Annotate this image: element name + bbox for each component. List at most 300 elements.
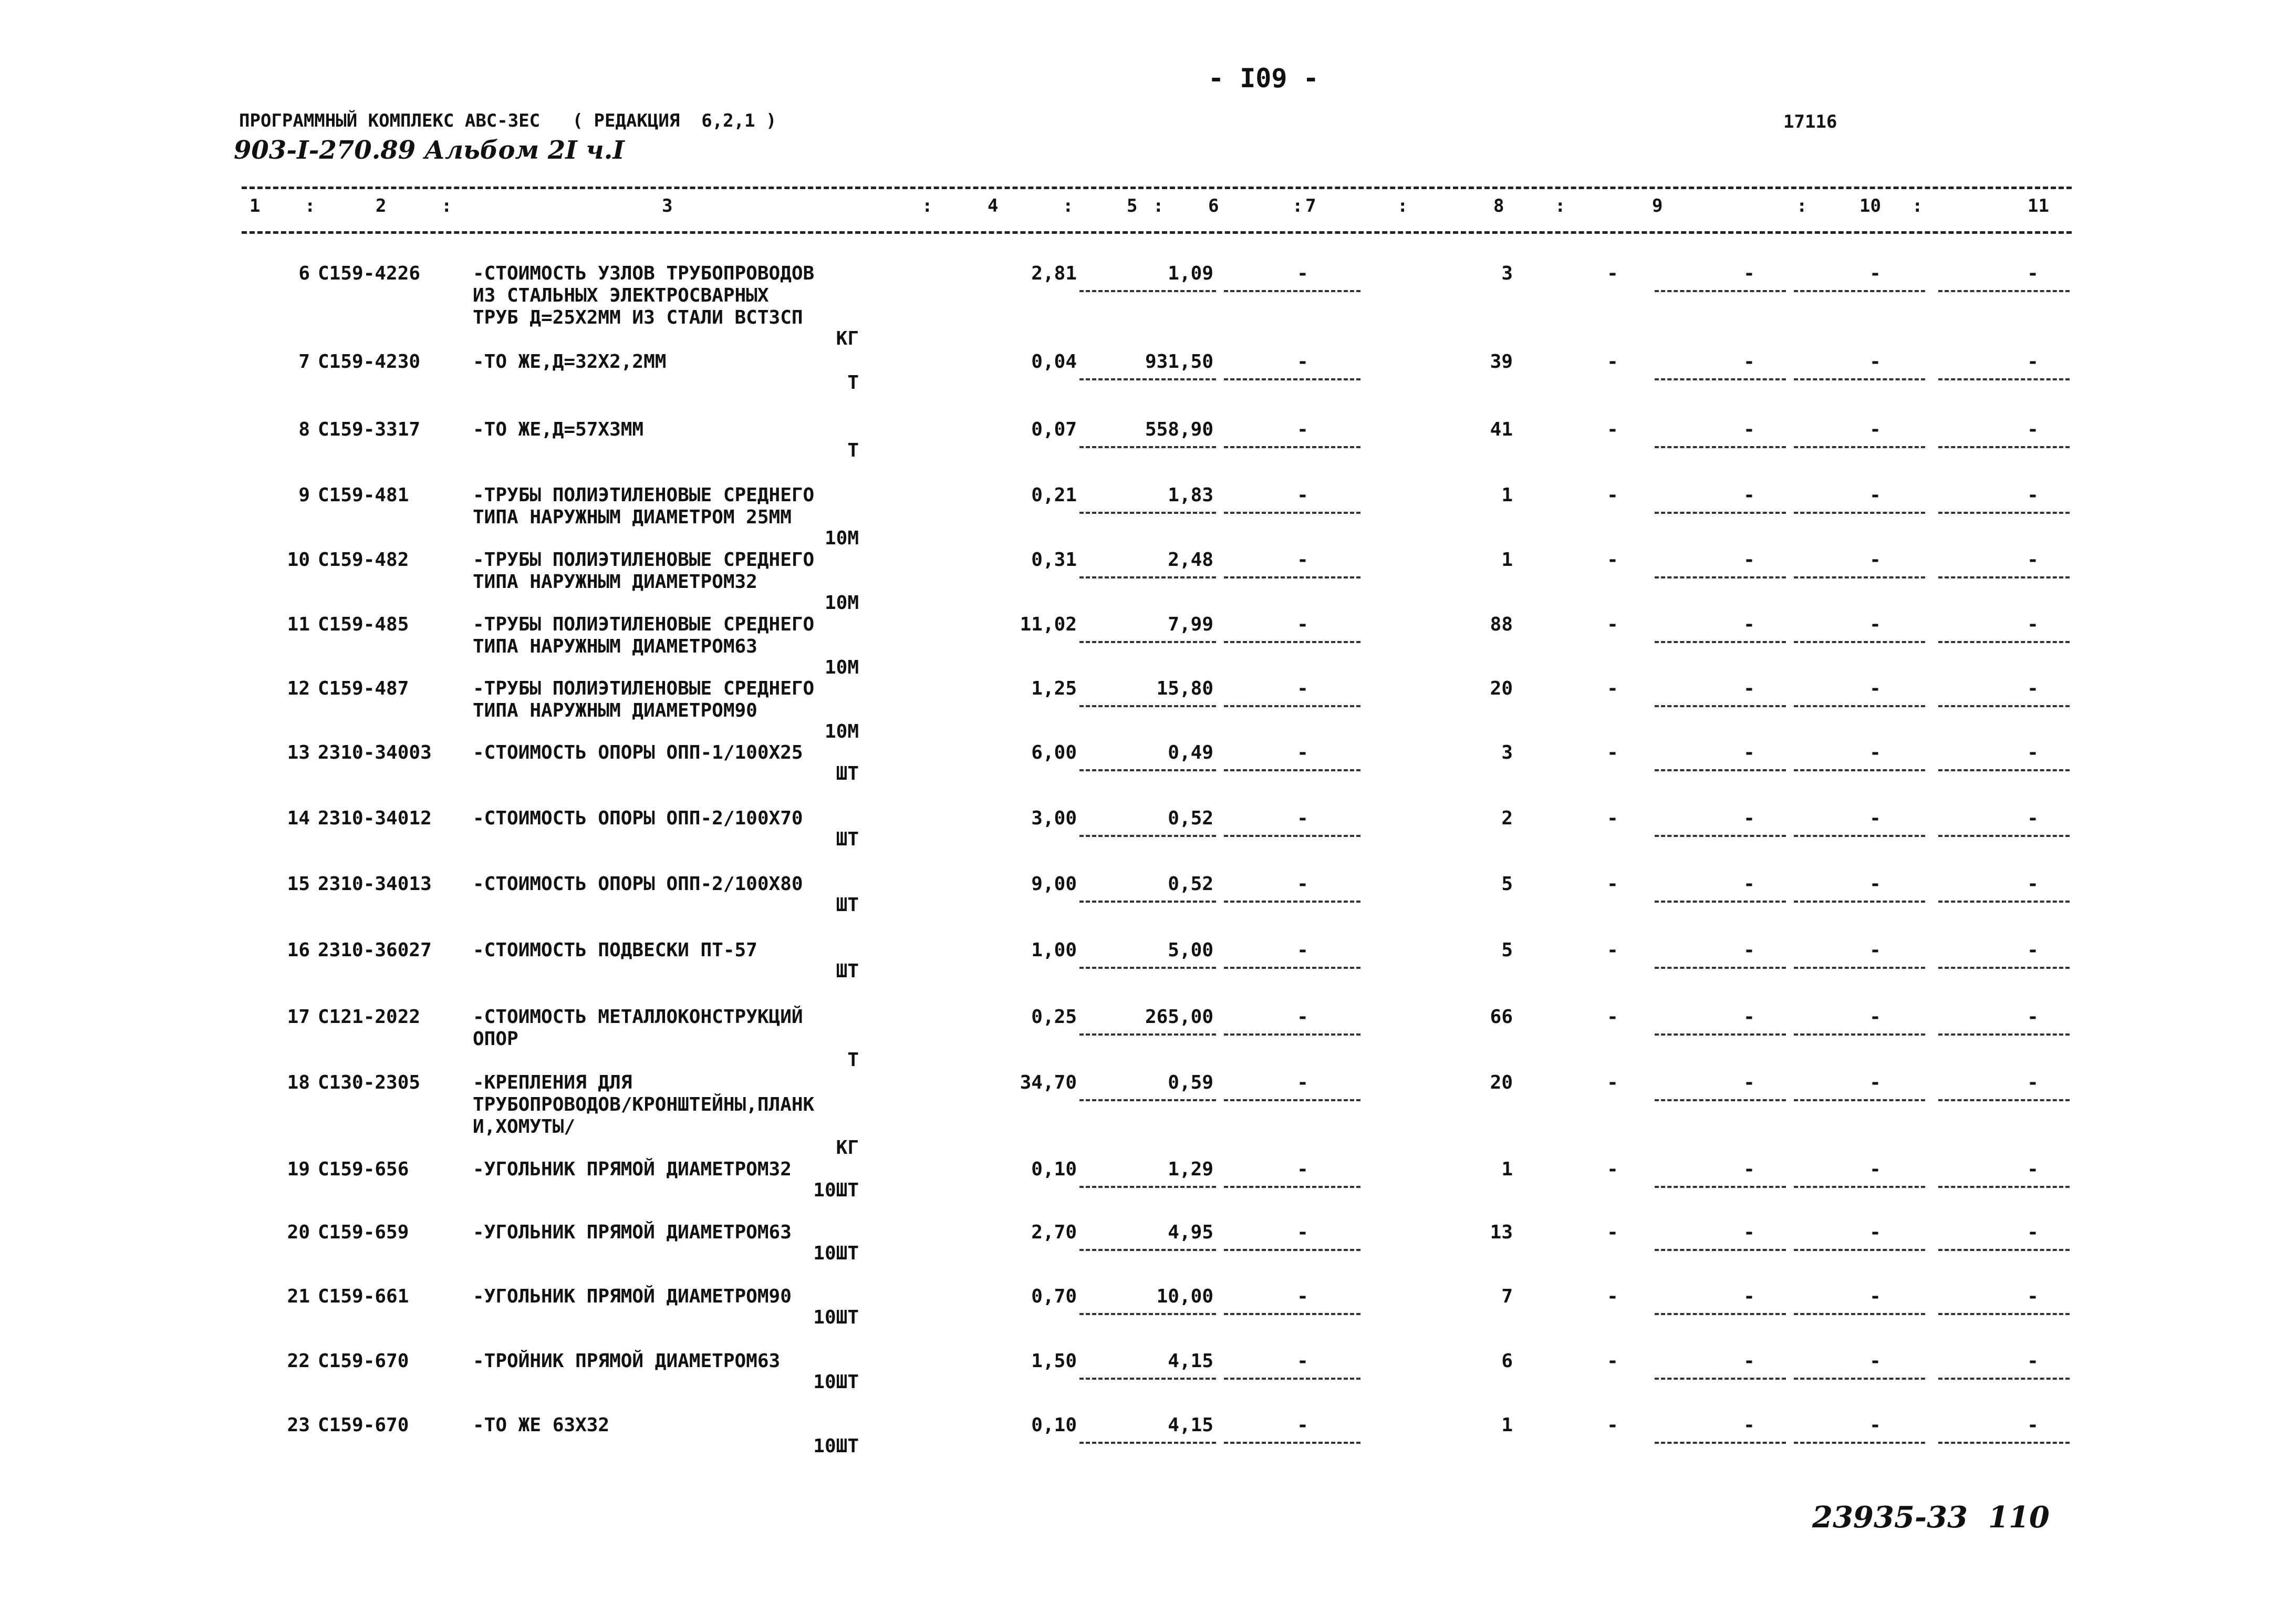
rate-code: С159-4226 bbox=[318, 263, 421, 284]
total-cost: 20 bbox=[1490, 678, 1513, 699]
total-cost: 5 bbox=[1501, 873, 1513, 895]
table-header-rule bbox=[242, 231, 2072, 234]
work-description: -ТРУБЫ ПОЛИЭТИЛЕНОВЫЕ СРЕДНЕГО ТИПА НАРУЖНЫМ ДИАМЕТРОМ63 bbox=[473, 614, 815, 657]
row-subtotal-rule bbox=[1794, 378, 1925, 380]
column-header-11: 11 bbox=[2028, 195, 2049, 216]
col11-value: - bbox=[2027, 1222, 2039, 1243]
col8-value: - bbox=[1607, 1072, 1618, 1093]
column-header-4: 4 bbox=[988, 195, 999, 216]
row-subtotal-rule bbox=[1224, 446, 1360, 448]
column-header-5: 5 bbox=[1127, 195, 1138, 216]
total-cost: 88 bbox=[1490, 614, 1513, 635]
work-description: -ТО ЖЕ 63Х32 bbox=[473, 1414, 610, 1436]
row-subtotal-rule bbox=[1655, 446, 1786, 448]
column-header-10: 10 bbox=[1859, 195, 1881, 216]
col10-value: - bbox=[1869, 263, 1881, 284]
col6-value: - bbox=[1297, 263, 1308, 284]
col10-value: - bbox=[1869, 351, 1881, 373]
col6-value: - bbox=[1297, 351, 1308, 373]
rate-code: 2310-34013 bbox=[318, 873, 432, 895]
row-subtotal-rule bbox=[1938, 1313, 2070, 1315]
row-subtotal-rule bbox=[1224, 901, 1360, 903]
column-separator: : bbox=[1796, 195, 1807, 216]
col8-value: - bbox=[1607, 1006, 1618, 1028]
quantity: 2,81 bbox=[1031, 263, 1077, 284]
unit-of-measure: 10ШТ bbox=[813, 1307, 859, 1328]
col6-value: - bbox=[1297, 1072, 1308, 1093]
total-cost: 20 bbox=[1490, 1072, 1513, 1093]
rate-code: С159-4230 bbox=[318, 351, 421, 373]
col9-value: - bbox=[1743, 939, 1755, 961]
col8-value: - bbox=[1607, 1159, 1618, 1180]
quantity: 6,00 bbox=[1031, 742, 1077, 763]
col11-value: - bbox=[2027, 1350, 2039, 1372]
total-cost: 7 bbox=[1501, 1286, 1513, 1307]
col10-value: - bbox=[1869, 484, 1881, 506]
quantity: 1,00 bbox=[1031, 939, 1077, 961]
unit-price: 2,48 bbox=[1168, 549, 1213, 571]
unit-price: 1,29 bbox=[1168, 1159, 1213, 1180]
col11-value: - bbox=[2027, 549, 2039, 571]
unit-of-measure: КГ bbox=[836, 1137, 859, 1159]
total-cost: 39 bbox=[1490, 351, 1513, 373]
unit-of-measure: 10М bbox=[824, 592, 859, 614]
row-subtotal-rule bbox=[1079, 1378, 1216, 1380]
row-subtotal-rule bbox=[1938, 1249, 2070, 1251]
row-number: 15 bbox=[287, 873, 310, 895]
row-subtotal-rule bbox=[1079, 290, 1216, 292]
total-cost: 41 bbox=[1490, 419, 1513, 440]
col9-value: - bbox=[1743, 263, 1755, 284]
row-subtotal-rule bbox=[1079, 705, 1216, 707]
row-subtotal-rule bbox=[1655, 967, 1786, 969]
col8-value: - bbox=[1607, 1350, 1618, 1372]
col8-value: - bbox=[1607, 419, 1618, 440]
row-subtotal-rule bbox=[1079, 1186, 1216, 1188]
col6-value: - bbox=[1297, 484, 1308, 506]
row-number: 21 bbox=[287, 1286, 310, 1307]
col10-value: - bbox=[1869, 873, 1881, 895]
col9-value: - bbox=[1743, 678, 1755, 699]
work-description: -СТОИМОСТЬ УЗЛОВ ТРУБОПРОВОДОВ ИЗ СТАЛЬНЫХ ЭЛЕКТРОСВАРНЫХ ТРУБ Д=25Х2ММ ИЗ СТАЛИ ВСТЗСП bbox=[473, 263, 815, 328]
row-subtotal-rule bbox=[1079, 769, 1216, 771]
unit-price: 7,99 bbox=[1168, 614, 1213, 635]
quantity: 9,00 bbox=[1031, 873, 1077, 895]
quantity: 2,70 bbox=[1031, 1222, 1077, 1243]
row-subtotal-rule bbox=[1224, 1033, 1360, 1036]
work-description: -ТРУБЫ ПОЛИЭТИЛЕНОВЫЕ СРЕДНЕГО ТИПА НАРУЖНЫМ ДИАМЕТРОМ 25ММ bbox=[473, 484, 815, 528]
row-subtotal-rule bbox=[1938, 1378, 2070, 1380]
work-description: -УГОЛЬНИК ПРЯМОЙ ДИАМЕТРОМ32 bbox=[473, 1159, 792, 1180]
unit-price: 265,00 bbox=[1145, 1006, 1213, 1028]
col10-value: - bbox=[1869, 1072, 1881, 1093]
unit-price: 4,15 bbox=[1168, 1414, 1213, 1436]
unit-of-measure: 10ШТ bbox=[813, 1243, 859, 1264]
rate-code: С159-3317 bbox=[318, 419, 421, 440]
quantity: 0,10 bbox=[1031, 1159, 1077, 1180]
col6-value: - bbox=[1297, 1414, 1308, 1436]
row-subtotal-rule bbox=[1079, 1249, 1216, 1251]
row-subtotal-rule bbox=[1938, 576, 2070, 578]
work-description: -ТО ЖЕ,Д=32Х2,2ММ bbox=[473, 351, 667, 373]
row-subtotal-rule bbox=[1224, 378, 1360, 380]
unit-of-measure: 10ШТ bbox=[813, 1180, 859, 1201]
column-separator: : bbox=[1912, 195, 1923, 216]
column-header-9: 9 bbox=[1652, 195, 1663, 216]
rate-code: С159-656 bbox=[318, 1159, 409, 1180]
row-subtotal-rule bbox=[1655, 901, 1786, 903]
row-subtotal-rule bbox=[1794, 901, 1925, 903]
row-number: 17 bbox=[287, 1006, 310, 1028]
col6-value: - bbox=[1297, 1286, 1308, 1307]
col10-value: - bbox=[1869, 1159, 1881, 1180]
row-subtotal-rule bbox=[1938, 1033, 2070, 1036]
col10-value: - bbox=[1869, 678, 1881, 699]
col11-value: - bbox=[2027, 1006, 2039, 1028]
col10-value: - bbox=[1869, 808, 1881, 829]
unit-price: 1,83 bbox=[1168, 484, 1213, 506]
column-separator: : bbox=[1397, 195, 1408, 216]
unit-of-measure: ШТ bbox=[836, 960, 859, 982]
row-subtotal-rule bbox=[1224, 967, 1360, 969]
col6-value: - bbox=[1297, 1350, 1308, 1372]
row-number: 6 bbox=[298, 263, 310, 284]
col9-value: - bbox=[1743, 1159, 1755, 1180]
col9-value: - bbox=[1743, 808, 1755, 829]
col9-value: - bbox=[1743, 549, 1755, 571]
col9-value: - bbox=[1743, 742, 1755, 763]
row-subtotal-rule bbox=[1224, 641, 1360, 643]
unit-price: 0,52 bbox=[1168, 808, 1213, 829]
unit-of-measure: Т bbox=[847, 372, 859, 394]
col8-value: - bbox=[1607, 549, 1618, 571]
rate-code: С159-661 bbox=[318, 1286, 409, 1307]
row-subtotal-rule bbox=[1079, 901, 1216, 903]
row-subtotal-rule bbox=[1079, 378, 1216, 380]
row-subtotal-rule bbox=[1794, 1313, 1925, 1315]
col8-value: - bbox=[1607, 808, 1618, 829]
row-subtotal-rule bbox=[1079, 1099, 1216, 1101]
col11-value: - bbox=[2027, 263, 2039, 284]
col9-value: - bbox=[1743, 484, 1755, 506]
row-subtotal-rule bbox=[1655, 1186, 1786, 1188]
col6-value: - bbox=[1297, 808, 1308, 829]
row-number: 18 bbox=[287, 1072, 310, 1093]
row-subtotal-rule bbox=[1794, 641, 1925, 643]
quantity: 0,21 bbox=[1031, 484, 1077, 506]
work-description: -СТОИМОСТЬ ПОДВЕСКИ ПТ-57 bbox=[473, 939, 757, 961]
row-subtotal-rule bbox=[1794, 1378, 1925, 1380]
row-subtotal-rule bbox=[1655, 705, 1786, 707]
col10-value: - bbox=[1869, 1350, 1881, 1372]
row-subtotal-rule bbox=[1079, 641, 1216, 643]
col10-value: - bbox=[1869, 1006, 1881, 1028]
total-cost: 13 bbox=[1490, 1222, 1513, 1243]
rate-code: С159-485 bbox=[318, 614, 409, 635]
row-subtotal-rule bbox=[1794, 1249, 1925, 1251]
row-subtotal-rule bbox=[1938, 901, 2070, 903]
col9-value: - bbox=[1743, 1006, 1755, 1028]
row-subtotal-rule bbox=[1794, 1442, 1925, 1444]
work-description: -СТОИМОСТЬ ОПОРЫ ОПП-1/100Х25 bbox=[473, 742, 803, 763]
unit-of-measure: 10М bbox=[824, 657, 859, 678]
col10-value: - bbox=[1869, 549, 1881, 571]
row-subtotal-rule bbox=[1655, 1099, 1786, 1101]
rate-code: 2310-34012 bbox=[318, 808, 432, 829]
row-subtotal-rule bbox=[1224, 1313, 1360, 1315]
col10-value: - bbox=[1869, 419, 1881, 440]
work-description: -СТОИМОСТЬ ОПОРЫ ОПП-2/100Х80 bbox=[473, 873, 803, 895]
unit-price: 0,59 bbox=[1168, 1072, 1213, 1093]
col11-value: - bbox=[2027, 351, 2039, 373]
row-subtotal-rule bbox=[1655, 835, 1786, 837]
row-number: 10 bbox=[287, 549, 310, 571]
total-cost: 5 bbox=[1501, 939, 1513, 961]
row-subtotal-rule bbox=[1079, 835, 1216, 837]
col9-value: - bbox=[1743, 873, 1755, 895]
row-number: 7 bbox=[298, 351, 310, 373]
total-cost: 1 bbox=[1501, 484, 1513, 506]
col6-value: - bbox=[1297, 1159, 1308, 1180]
row-subtotal-rule bbox=[1655, 1249, 1786, 1251]
document-number: 17116 bbox=[1783, 111, 1837, 132]
row-subtotal-rule bbox=[1655, 1442, 1786, 1444]
row-subtotal-rule bbox=[1794, 1033, 1925, 1036]
work-description: -ТРУБЫ ПОЛИЭТИЛЕНОВЫЕ СРЕДНЕГО ТИПА НАРУЖНЫМ ДИАМЕТРОМ32 bbox=[473, 549, 815, 593]
col6-value: - bbox=[1297, 549, 1308, 571]
column-separator: : bbox=[305, 195, 316, 216]
table-top-rule bbox=[242, 187, 2072, 189]
row-subtotal-rule bbox=[1224, 705, 1360, 707]
col11-value: - bbox=[2027, 939, 2039, 961]
album-reference: 903-I-270.89 Альбом 2I ч.I bbox=[234, 136, 625, 165]
quantity: 0,70 bbox=[1031, 1286, 1077, 1307]
quantity: 11,02 bbox=[1020, 614, 1077, 635]
col11-value: - bbox=[2027, 1414, 2039, 1436]
col11-value: - bbox=[2027, 419, 2039, 440]
row-subtotal-rule bbox=[1794, 290, 1925, 292]
total-cost: 2 bbox=[1501, 808, 1513, 829]
unit-price: 931,50 bbox=[1145, 351, 1213, 373]
row-subtotal-rule bbox=[1938, 290, 2070, 292]
col9-value: - bbox=[1743, 1414, 1755, 1436]
row-subtotal-rule bbox=[1794, 576, 1925, 578]
rate-code: С121-2022 bbox=[318, 1006, 421, 1028]
col8-value: - bbox=[1607, 614, 1618, 635]
work-description: -ТРОЙНИК ПРЯМОЙ ДИАМЕТРОМ63 bbox=[473, 1350, 781, 1372]
row-subtotal-rule bbox=[1224, 1442, 1360, 1444]
col8-value: - bbox=[1607, 1414, 1618, 1436]
col8-value: - bbox=[1607, 484, 1618, 506]
unit-of-measure: ШТ bbox=[836, 829, 859, 850]
col10-value: - bbox=[1869, 614, 1881, 635]
page-number: - I09 - bbox=[1208, 63, 1319, 94]
archive-stamp: 23935-33 110 bbox=[1812, 1500, 2050, 1535]
col11-value: - bbox=[2027, 808, 2039, 829]
row-subtotal-rule bbox=[1224, 512, 1360, 514]
row-subtotal-rule bbox=[1794, 705, 1925, 707]
col11-value: - bbox=[2027, 484, 2039, 506]
row-number: 9 bbox=[298, 484, 310, 506]
row-subtotal-rule bbox=[1655, 378, 1786, 380]
unit-of-measure: ШТ bbox=[836, 894, 859, 916]
row-subtotal-rule bbox=[1079, 576, 1216, 578]
col8-value: - bbox=[1607, 351, 1618, 373]
unit-of-measure: КГ bbox=[836, 328, 859, 349]
column-header-2: 2 bbox=[376, 195, 387, 216]
quantity: 1,25 bbox=[1031, 678, 1077, 699]
program-header: ПРОГРАММНЫЙ КОМПЛЕКС АВС-ЗЕС ( РЕДАКЦИЯ 6,2,1 ) bbox=[239, 110, 777, 131]
total-cost: 6 bbox=[1501, 1350, 1513, 1372]
work-description: -ТРУБЫ ПОЛИЭТИЛЕНОВЫЕ СРЕДНЕГО ТИПА НАРУЖНЫМ ДИАМЕТРОМ90 bbox=[473, 678, 815, 721]
row-subtotal-rule bbox=[1655, 576, 1786, 578]
row-subtotal-rule bbox=[1224, 1099, 1360, 1101]
row-subtotal-rule bbox=[1794, 1186, 1925, 1188]
unit-price: 4,95 bbox=[1168, 1222, 1213, 1243]
total-cost: 3 bbox=[1501, 263, 1513, 284]
unit-of-measure: Т bbox=[847, 440, 859, 461]
col6-value: - bbox=[1297, 614, 1308, 635]
unit-price: 558,90 bbox=[1145, 419, 1213, 440]
col9-value: - bbox=[1743, 1222, 1755, 1243]
total-cost: 66 bbox=[1490, 1006, 1513, 1028]
quantity: 34,70 bbox=[1020, 1072, 1077, 1093]
row-subtotal-rule bbox=[1224, 576, 1360, 578]
column-header-row bbox=[242, 195, 2072, 227]
quantity: 0,04 bbox=[1031, 351, 1077, 373]
unit-of-measure: 10ШТ bbox=[813, 1435, 859, 1457]
row-subtotal-rule bbox=[1794, 769, 1925, 771]
col9-value: - bbox=[1743, 1350, 1755, 1372]
col9-value: - bbox=[1743, 419, 1755, 440]
col11-value: - bbox=[2027, 614, 2039, 635]
column-header-3: 3 bbox=[662, 195, 673, 216]
total-cost: 1 bbox=[1501, 1159, 1513, 1180]
quantity: 0,10 bbox=[1031, 1414, 1077, 1436]
col10-value: - bbox=[1869, 939, 1881, 961]
total-cost: 3 bbox=[1501, 742, 1513, 763]
quantity: 1,50 bbox=[1031, 1350, 1077, 1372]
row-subtotal-rule bbox=[1655, 1313, 1786, 1315]
unit-price: 4,15 bbox=[1168, 1350, 1213, 1372]
quantity: 0,25 bbox=[1031, 1006, 1077, 1028]
column-header-8: 8 bbox=[1493, 195, 1504, 216]
row-number: 23 bbox=[287, 1414, 310, 1436]
row-subtotal-rule bbox=[1079, 967, 1216, 969]
unit-price: 15,80 bbox=[1156, 678, 1213, 699]
row-subtotal-rule bbox=[1794, 967, 1925, 969]
row-subtotal-rule bbox=[1938, 967, 2070, 969]
unit-price: 0,52 bbox=[1168, 873, 1213, 895]
col6-value: - bbox=[1297, 873, 1308, 895]
col11-value: - bbox=[2027, 1159, 2039, 1180]
col9-value: - bbox=[1743, 614, 1755, 635]
row-number: 22 bbox=[287, 1350, 310, 1372]
row-subtotal-rule bbox=[1938, 512, 2070, 514]
row-subtotal-rule bbox=[1655, 512, 1786, 514]
col11-value: - bbox=[2027, 873, 2039, 895]
row-subtotal-rule bbox=[1938, 835, 2070, 837]
unit-of-measure: ШТ bbox=[836, 763, 859, 784]
row-subtotal-rule bbox=[1224, 769, 1360, 771]
row-subtotal-rule bbox=[1079, 1313, 1216, 1315]
col6-value: - bbox=[1297, 1006, 1308, 1028]
col9-value: - bbox=[1743, 1072, 1755, 1093]
column-header-6: 6 bbox=[1208, 195, 1219, 216]
work-description: -УГОЛЬНИК ПРЯМОЙ ДИАМЕТРОМ63 bbox=[473, 1222, 792, 1243]
col10-value: - bbox=[1869, 1286, 1881, 1307]
row-subtotal-rule bbox=[1938, 378, 2070, 380]
row-subtotal-rule bbox=[1794, 835, 1925, 837]
work-description: -ТО ЖЕ,Д=57Х3ММ bbox=[473, 419, 644, 440]
rate-code: 2310-36027 bbox=[318, 939, 432, 961]
row-number: 16 bbox=[287, 939, 310, 961]
rate-code: С159-670 bbox=[318, 1414, 409, 1436]
quantity: 3,00 bbox=[1031, 808, 1077, 829]
row-subtotal-rule bbox=[1079, 512, 1216, 514]
total-cost: 1 bbox=[1501, 1414, 1513, 1436]
row-subtotal-rule bbox=[1938, 1186, 2070, 1188]
unit-of-measure: 10М bbox=[824, 528, 859, 549]
unit-price: 1,09 bbox=[1168, 263, 1213, 284]
rate-code: С159-659 bbox=[318, 1222, 409, 1243]
row-number: 8 bbox=[298, 419, 310, 440]
work-description: -УГОЛЬНИК ПРЯМОЙ ДИАМЕТРОМ90 bbox=[473, 1286, 792, 1307]
quantity: 0,31 bbox=[1031, 549, 1077, 571]
col11-value: - bbox=[2027, 742, 2039, 763]
row-subtotal-rule bbox=[1794, 446, 1925, 448]
col8-value: - bbox=[1607, 1286, 1618, 1307]
row-subtotal-rule bbox=[1224, 1249, 1360, 1251]
rate-code: С159-670 bbox=[318, 1350, 409, 1372]
rate-code: С130-2305 bbox=[318, 1072, 421, 1093]
column-separator: : bbox=[1153, 195, 1164, 216]
rate-code: С159-487 bbox=[318, 678, 409, 699]
column-separator: : bbox=[441, 195, 452, 216]
unit-of-measure: Т bbox=[847, 1049, 859, 1071]
col10-value: - bbox=[1869, 1222, 1881, 1243]
col6-value: - bbox=[1297, 1222, 1308, 1243]
rate-code: С159-482 bbox=[318, 549, 409, 571]
unit-of-measure: 10М bbox=[824, 721, 859, 742]
row-number: 13 bbox=[287, 742, 310, 763]
row-number: 11 bbox=[287, 614, 310, 635]
col10-value: - bbox=[1869, 742, 1881, 763]
row-subtotal-rule bbox=[1655, 290, 1786, 292]
col6-value: - bbox=[1297, 939, 1308, 961]
col11-value: - bbox=[2027, 1072, 2039, 1093]
total-cost: 1 bbox=[1501, 549, 1513, 571]
row-subtotal-rule bbox=[1655, 1378, 1786, 1380]
row-number: 12 bbox=[287, 678, 310, 699]
unit-of-measure: 10ШТ bbox=[813, 1371, 859, 1393]
row-number: 14 bbox=[287, 808, 310, 829]
row-subtotal-rule bbox=[1224, 290, 1360, 292]
row-subtotal-rule bbox=[1655, 1033, 1786, 1036]
column-separator: : bbox=[922, 195, 933, 216]
col6-value: - bbox=[1297, 742, 1308, 763]
unit-price: 5,00 bbox=[1168, 939, 1213, 961]
row-subtotal-rule bbox=[1224, 1186, 1360, 1188]
work-description: -КРЕПЛЕНИЯ ДЛЯ ТРУБОПРОВОДОВ/КРОНШТЕЙНЫ,ПЛАНК И,ХОМУТЫ/ bbox=[473, 1072, 815, 1138]
col8-value: - bbox=[1607, 873, 1618, 895]
row-subtotal-rule bbox=[1938, 769, 2070, 771]
row-subtotal-rule bbox=[1655, 769, 1786, 771]
col10-value: - bbox=[1869, 1414, 1881, 1436]
row-subtotal-rule bbox=[1079, 1033, 1216, 1036]
column-separator: : bbox=[1063, 195, 1074, 216]
row-subtotal-rule bbox=[1794, 512, 1925, 514]
